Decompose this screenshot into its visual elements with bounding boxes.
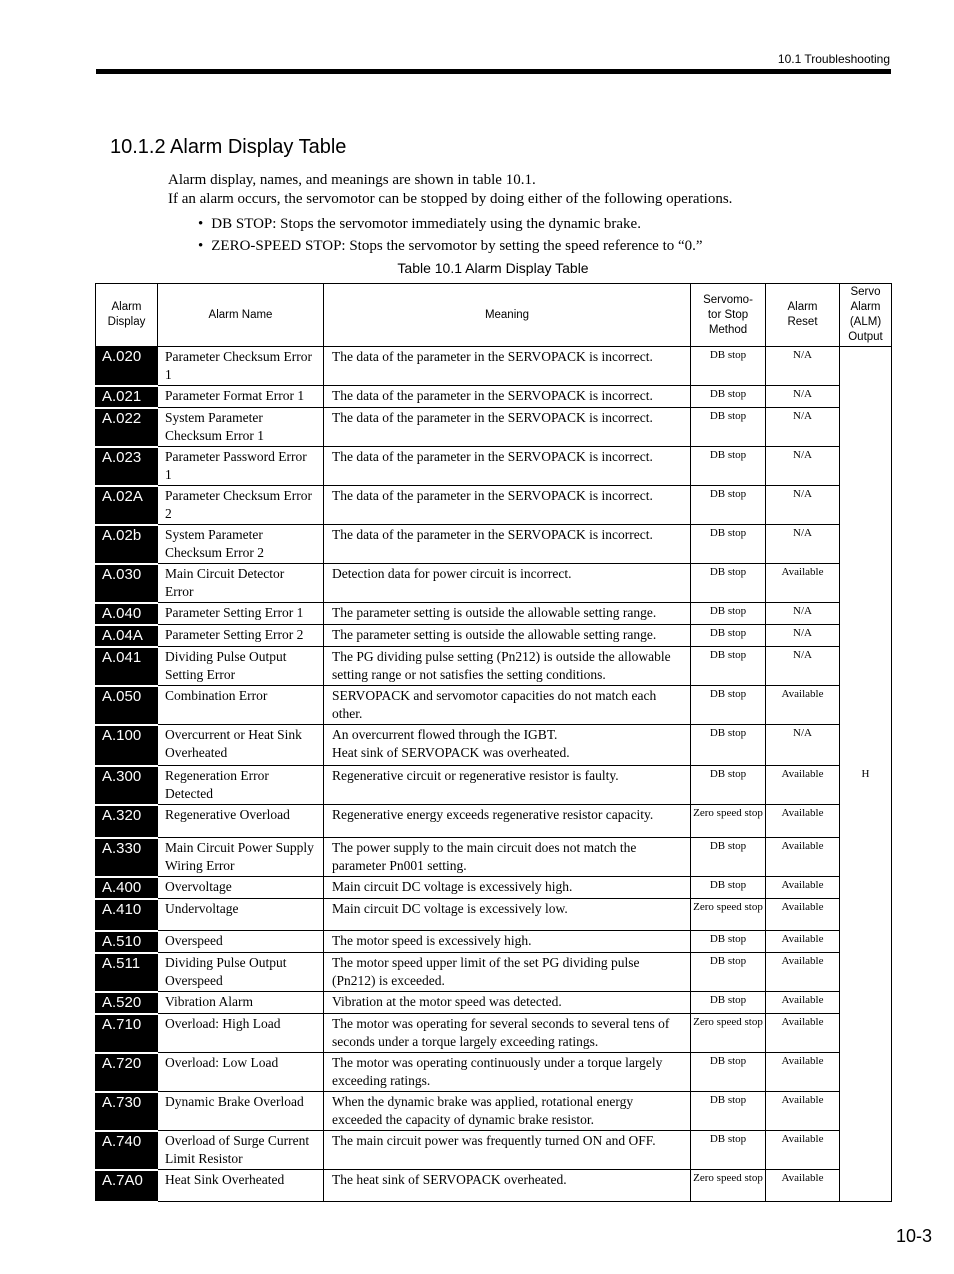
- table-caption: Table 10.1 Alarm Display Table: [397, 260, 589, 276]
- alarm-meaning: The heat sink of SERVOPACK overheated.: [324, 1170, 691, 1202]
- alarm-meaning: The power supply to the main circuit does not match the parameter Pn001 setting.: [324, 838, 691, 877]
- stop-method: DB stop: [691, 1053, 766, 1092]
- alarm-reset: Available: [766, 1014, 840, 1053]
- alarm-reset: Available: [766, 686, 840, 725]
- alarm-code: A.02b: [96, 525, 158, 564]
- alarm-meaning: The data of the parameter in the SERVOPACK is incorrect.: [324, 408, 691, 447]
- alarm-name: Overload: High Load: [158, 1014, 324, 1053]
- page-number: 10-3: [895, 1226, 932, 1246]
- alarm-code: A.510: [96, 931, 158, 953]
- alarm-reset: Available: [766, 1053, 840, 1092]
- stop-method: DB stop: [691, 347, 766, 386]
- alarm-code: A.400: [96, 877, 158, 899]
- alarm-code: A.710: [96, 1014, 158, 1053]
- alarm-meaning: Regenerative circuit or regenerative resistor is faulty.: [324, 766, 691, 805]
- stop-method: DB stop: [691, 838, 766, 877]
- alarm-meaning: The data of the parameter in the SERVOPACK is incorrect.: [324, 525, 691, 564]
- alarm-meaning: The motor was operating continuously under a torque largely exceeding ratings.: [324, 1053, 691, 1092]
- alarm-reset: Available: [766, 766, 840, 805]
- alarm-reset: N/A: [766, 386, 840, 408]
- table-row: [96, 1131, 892, 1170]
- alarm-name: Parameter Checksum Error 2: [158, 486, 324, 525]
- table-row: [96, 408, 892, 447]
- alarm-reset: N/A: [766, 408, 840, 447]
- alarm-name: Main Circuit Power Supply Wiring Error: [158, 838, 324, 877]
- table-row: [96, 931, 892, 953]
- alarm-code: A.330: [96, 838, 158, 877]
- alarm-reset: N/A: [766, 725, 840, 766]
- stop-method: Zero speed stop: [691, 899, 766, 931]
- col-alarm-name: [158, 284, 324, 347]
- alarm-name: Overload of Surge Current Limit Resistor: [158, 1131, 324, 1170]
- alarm-reset: Available: [766, 805, 840, 838]
- alarm-reset: N/A: [766, 525, 840, 564]
- alarm-code: A.041: [96, 647, 158, 686]
- alarm-reset: Available: [766, 838, 840, 877]
- alarm-name: Dynamic Brake Overload: [158, 1092, 324, 1131]
- col-alarm-display: [96, 284, 158, 347]
- alarm-name: Overload: Low Load: [158, 1053, 324, 1092]
- alarm-name: Parameter Checksum Error 1: [158, 347, 324, 386]
- table-row: [96, 877, 892, 899]
- alarm-code: A.511: [96, 953, 158, 992]
- alarm-reset: N/A: [766, 347, 840, 386]
- intro-line-1: Alarm display, names, and meanings are shown in table 10.1.: [168, 172, 536, 188]
- section-title: 10.1.2 Alarm Display Table: [110, 136, 347, 158]
- alarm-reset: N/A: [766, 603, 840, 625]
- alarm-code: A.040: [96, 603, 158, 625]
- table-row: [96, 647, 892, 686]
- alarm-code: A.020: [96, 347, 158, 386]
- alarm-name: Undervoltage: [158, 899, 324, 931]
- alarm-meaning: The parameter setting is outside the allowable setting range.: [324, 625, 691, 647]
- alarm-name: Vibration Alarm: [158, 992, 324, 1014]
- alarm-reset: Available: [766, 1092, 840, 1131]
- alarm-name: Parameter Password Error 1: [158, 447, 324, 486]
- alarm-name: Parameter Setting Error 2: [158, 625, 324, 647]
- alarm-name: Dividing Pulse Output Setting Error: [158, 647, 324, 686]
- table-row: [96, 625, 892, 647]
- alarm-name: Overcurrent or Heat Sink Overheated: [158, 725, 324, 766]
- alarm-reset: Available: [766, 899, 840, 931]
- alarm-meaning: The motor speed is excessively high.: [324, 931, 691, 953]
- alarm-reset: Available: [766, 877, 840, 899]
- alarm-reset: Available: [766, 564, 840, 603]
- alarm-meaning: SERVOPACK and servomotor capacities do not match each other.: [324, 686, 691, 725]
- stop-method: DB stop: [691, 686, 766, 725]
- stop-method: DB stop: [691, 992, 766, 1014]
- alarm-meaning: The data of the parameter in the SERVOPACK is incorrect.: [324, 486, 691, 525]
- alarm-display-table: [95, 283, 892, 1203]
- alarm-meaning: The motor was operating for several seconds to several tens of seconds under a torque largely exceeding ratings.: [324, 1014, 691, 1053]
- col-alarm-name-label: Alarm Name: [208, 308, 273, 321]
- stop-method: DB stop: [691, 408, 766, 447]
- stop-method: DB stop: [691, 564, 766, 603]
- table-row: [96, 1092, 892, 1131]
- alarm-name: Overspeed: [158, 931, 324, 953]
- table-row: [96, 992, 892, 1014]
- table-row: [96, 347, 892, 386]
- col-meaning: [324, 284, 691, 347]
- alarm-reset: Available: [766, 931, 840, 953]
- table-row: [96, 725, 892, 766]
- table-row: [96, 447, 892, 486]
- alarm-name: Regeneration Error Detected: [158, 766, 324, 805]
- alarm-meaning: Main circuit DC voltage is excessively low.: [324, 899, 691, 931]
- alarm-reset: N/A: [766, 647, 840, 686]
- stop-method: DB stop: [691, 877, 766, 899]
- alarm-name: Parameter Format Error 1: [158, 386, 324, 408]
- alarm-meaning: The data of the parameter in the SERVOPACK is incorrect.: [324, 386, 691, 408]
- table-row: [96, 1170, 892, 1202]
- alarm-meaning: Regenerative energy exceeds regenerative resistor capacity.: [324, 805, 691, 838]
- col-alm-output-label: Servo Alarm (ALM) Output: [848, 286, 883, 343]
- stop-method: DB stop: [691, 953, 766, 992]
- alarm-code: A.520: [96, 992, 158, 1014]
- stop-method: DB stop: [691, 625, 766, 647]
- alarm-code: A.740: [96, 1131, 158, 1170]
- table-row: [96, 899, 892, 931]
- alarm-code: A.410: [96, 899, 158, 931]
- col-alm-output: [840, 284, 892, 347]
- alarm-code: A.02A: [96, 486, 158, 525]
- alarm-code: A.030: [96, 564, 158, 603]
- alarm-code: A.720: [96, 1053, 158, 1092]
- intro-text: [168, 171, 732, 209]
- stop-method: DB stop: [691, 725, 766, 766]
- table-row: [96, 953, 892, 992]
- alarm-code: A.022: [96, 408, 158, 447]
- alarm-meaning: Detection data for power circuit is incorrect.: [324, 564, 691, 603]
- alarm-code: A.050: [96, 686, 158, 725]
- table-row: [96, 386, 892, 408]
- table-row: [96, 766, 892, 805]
- alarm-code: A.04A: [96, 625, 158, 647]
- alarm-code: A.730: [96, 1092, 158, 1131]
- alarm-name: System Parameter Checksum Error 2: [158, 525, 324, 564]
- col-alarm-display-label: Alarm Display: [107, 301, 146, 328]
- table-row: [96, 805, 892, 838]
- alarm-meaning: When the dynamic brake was applied, rotational energy exceeded the capacity of dynamic brake resistor.: [324, 1092, 691, 1131]
- alarm-meaning: The parameter setting is outside the allowable setting range.: [324, 603, 691, 625]
- stop-methods-list: [198, 213, 703, 257]
- alarm-code: A.300: [96, 766, 158, 805]
- col-alarm-reset: [766, 284, 840, 347]
- alarm-reset: N/A: [766, 447, 840, 486]
- alarm-meaning: The data of the parameter in the SERVOPACK is incorrect.: [324, 447, 691, 486]
- col-stop-method: [691, 284, 766, 347]
- stop-method: DB stop: [691, 931, 766, 953]
- table-row: [96, 603, 892, 625]
- table-row: [96, 525, 892, 564]
- stop-method: DB stop: [691, 386, 766, 408]
- alarm-code: A.320: [96, 805, 158, 838]
- col-stop-method-label: Servomo- tor Stop Method: [703, 293, 753, 336]
- col-alarm-reset-label: Alarm Reset: [787, 301, 818, 328]
- running-header: 10.1 Troubleshooting: [777, 52, 890, 66]
- alarm-meaning: The main circuit power was frequently turned ON and OFF.: [324, 1131, 691, 1170]
- alarm-reset: Available: [766, 992, 840, 1014]
- alarm-reset: Available: [766, 1170, 840, 1202]
- stop-method: DB stop: [691, 486, 766, 525]
- stop-method: DB stop: [691, 766, 766, 805]
- alm-output-value: H: [840, 347, 892, 1202]
- stop-method: Zero speed stop: [691, 1170, 766, 1202]
- alarm-meaning: Main circuit DC voltage is excessively high.: [324, 877, 691, 899]
- alarm-name: Overvoltage: [158, 877, 324, 899]
- alarm-name: Regenerative Overload: [158, 805, 324, 838]
- table-row: [96, 564, 892, 603]
- alarm-name: Heat Sink Overheated: [158, 1170, 324, 1202]
- alarm-name: Dividing Pulse Output Overspeed: [158, 953, 324, 992]
- col-meaning-label: Meaning: [484, 308, 530, 321]
- alarm-code: A.100: [96, 725, 158, 766]
- stop-method: Zero speed stop: [691, 1014, 766, 1053]
- stop-method: DB stop: [691, 447, 766, 486]
- alarm-meaning: Vibration at the motor speed was detected.: [324, 992, 691, 1014]
- table-row: [96, 1053, 892, 1092]
- table-row: [96, 686, 892, 725]
- stop-method: DB stop: [691, 1131, 766, 1170]
- alarm-reset: N/A: [766, 486, 840, 525]
- alarm-code: A.023: [96, 447, 158, 486]
- header-rule: [96, 69, 891, 74]
- intro-line-2: If an alarm occurs, the servomotor can be stopped by doing either of the following operations.: [168, 191, 733, 207]
- stop-method: Zero speed stop: [691, 805, 766, 838]
- alarm-code: A.021: [96, 386, 158, 408]
- bullet-db-stop: • DB STOP: Stops the servomotor immediately using the dynamic brake.: [198, 213, 703, 235]
- table-row: [96, 838, 892, 877]
- stop-method: DB stop: [691, 603, 766, 625]
- alarm-meaning: An overcurrent flowed through the IGBT. Heat sink of SERVOPACK was overheated.: [324, 725, 691, 766]
- bullet-zero-speed-stop: • ZERO-SPEED STOP: Stops the servomotor by setting the speed reference to “0.”: [198, 235, 703, 257]
- alarm-name: Parameter Setting Error 1: [158, 603, 324, 625]
- alarm-name: System Parameter Checksum Error 1: [158, 408, 324, 447]
- alarm-reset: Available: [766, 953, 840, 992]
- alarm-code: A.7A0: [96, 1170, 158, 1202]
- table-row: [96, 1014, 892, 1053]
- alarm-name: Combination Error: [158, 686, 324, 725]
- alarm-meaning: The PG dividing pulse setting (Pn212) is outside the allowable setting range or not satisfies the setting conditions.: [324, 647, 691, 686]
- alarm-reset: N/A: [766, 625, 840, 647]
- alarm-name: Main Circuit Detector Error: [158, 564, 324, 603]
- stop-method: DB stop: [691, 1092, 766, 1131]
- alarm-meaning: The data of the parameter in the SERVOPACK is incorrect.: [324, 347, 691, 386]
- table-row: [96, 486, 892, 525]
- alarm-reset: Available: [766, 1131, 840, 1170]
- stop-method: DB stop: [691, 647, 766, 686]
- table-header-row: [96, 284, 892, 347]
- stop-method: DB stop: [691, 525, 766, 564]
- alarm-meaning: The motor speed upper limit of the set PG dividing pulse (Pn212) is exceeded.: [324, 953, 691, 992]
